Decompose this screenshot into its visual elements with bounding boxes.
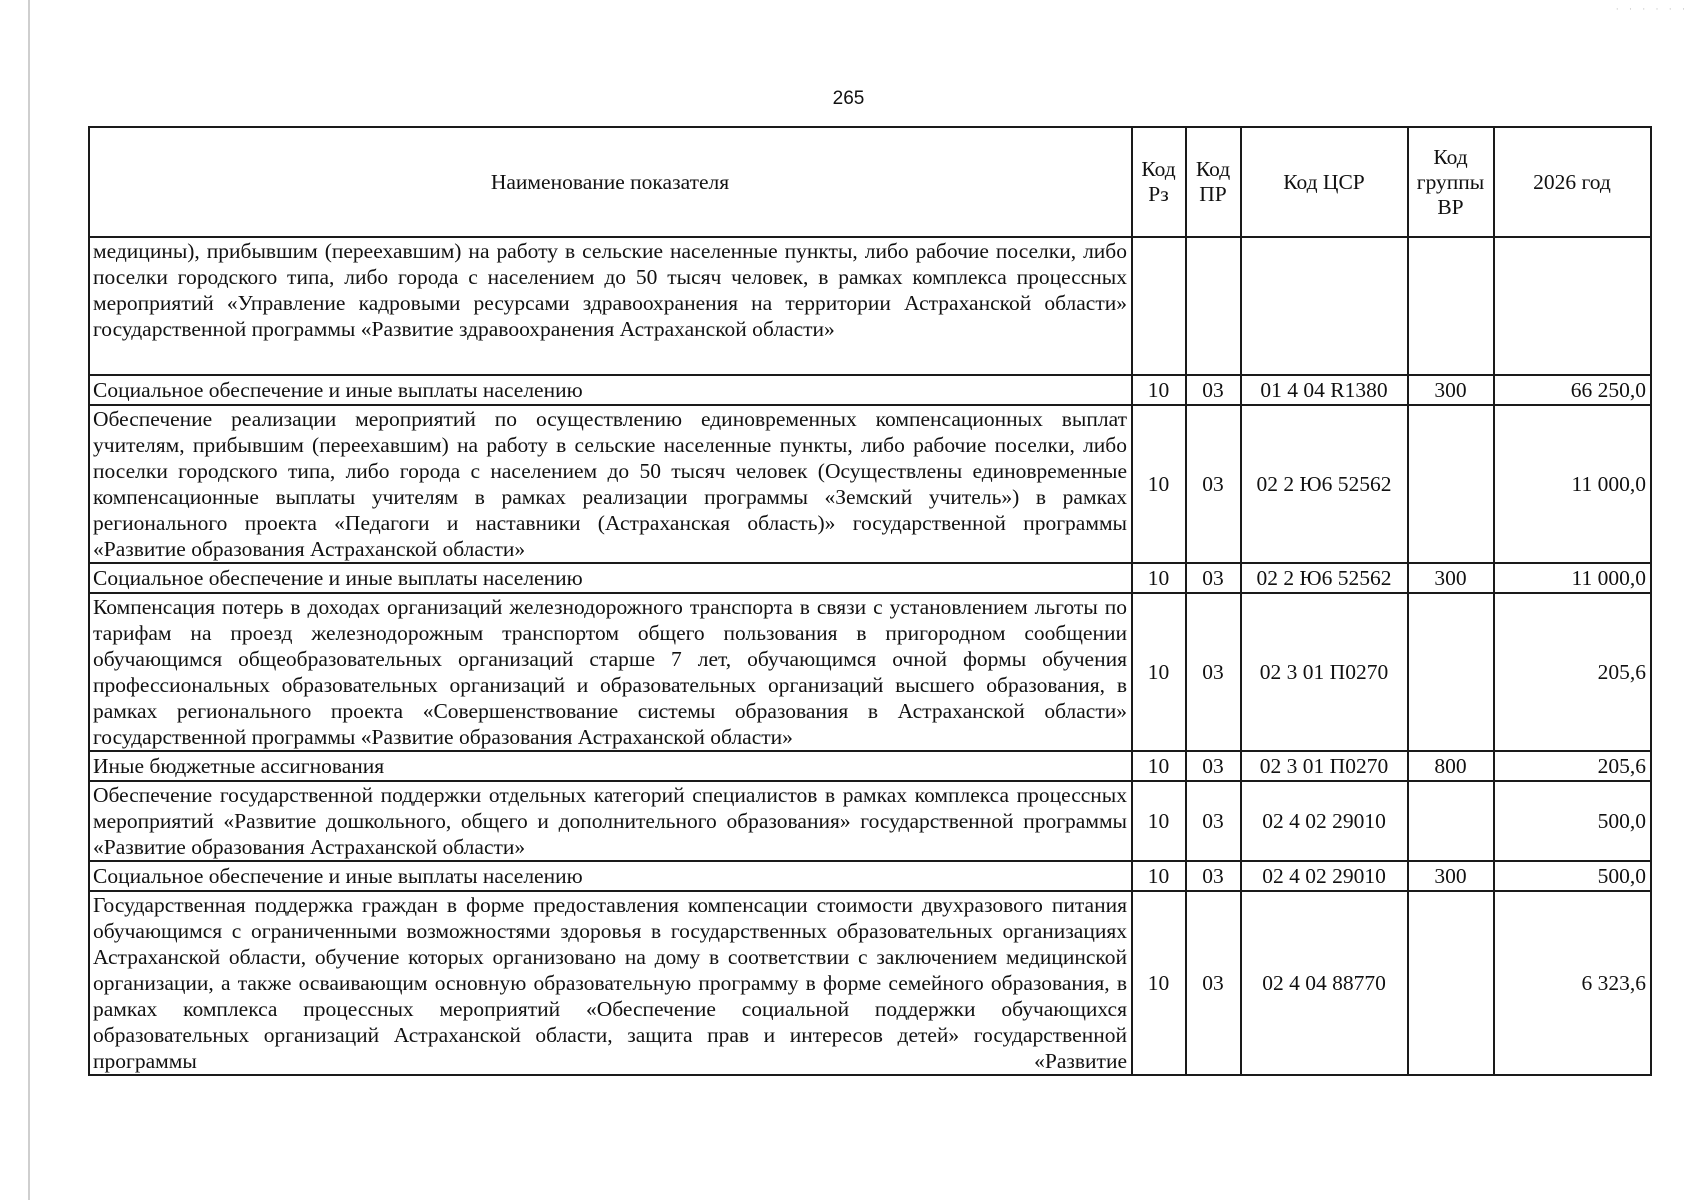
row-vr: 300 (1408, 861, 1494, 891)
row-amount: 11 000,0 (1494, 405, 1651, 563)
row-amount: 500,0 (1494, 781, 1651, 861)
budget-table (88, 126, 1652, 1076)
row-csr (1241, 237, 1408, 375)
row-rz: 10 (1132, 563, 1186, 593)
row-pr: 03 (1186, 375, 1241, 405)
row-name: Социальное обеспечение и иные выплаты населению (89, 861, 1132, 891)
table-row (89, 593, 1651, 751)
row-amount: 205,6 (1494, 751, 1651, 781)
row-name: Обеспечение реализации мероприятий по осуществлению единовременных компенсационных выплат учителям, прибывшим (переехавшим) на работу в сельские населенные пункты, либо рабочие поселки, либо поселки городского типа, либо города с населением до 50 тысяч человек (Осуществлены единовременные компенсационные выплаты учителям в рамках реализации программы «Земский учитель») в рамках регионального проекта «Педагоги и наставники (Астраханская область)» государственной программы «Развитие образования Астраханской области» (89, 405, 1132, 563)
row-csr: 02 4 02 29010 (1241, 861, 1408, 891)
row-name: Обеспечение государственной поддержки отдельных категорий специалистов в рамках комплекса процессных мероприятий «Развитие дошкольного, общего и дополнительного образования» государственной программы «Развитие образования Астраханской области» (89, 781, 1132, 861)
row-amount: 6 323,6 (1494, 891, 1651, 1075)
table-row (89, 563, 1651, 593)
row-rz (1132, 237, 1186, 375)
row-amount: 66 250,0 (1494, 375, 1651, 405)
row-name: Компенсация потерь в доходах организаций железнодорожного транспорта в связи с установлением льготы по тарифам на проезд железнодорожным транспортом общего пользования в пригородном сообщении обучающимся общеобразовательных организаций старше 7 лет, обучающимся очной формы обучения профессиональных образовательных организаций и образовательных организаций высшего образования, в рамках регионального проекта «Совершенствование системы образования в Астраханской области» государственной программы «Развитие образования Астраханской области» (89, 593, 1132, 751)
row-name: Социальное обеспечение и иные выплаты населению (89, 563, 1132, 593)
row-pr: 03 (1186, 751, 1241, 781)
row-pr: 03 (1186, 861, 1241, 891)
row-pr (1186, 237, 1241, 375)
row-vr: 800 (1408, 751, 1494, 781)
row-csr: 02 3 01 П0270 (1241, 751, 1408, 781)
row-rz: 10 (1132, 781, 1186, 861)
page-number: 265 (832, 88, 865, 109)
row-csr: 02 4 02 29010 (1241, 781, 1408, 861)
row-rz: 10 (1132, 861, 1186, 891)
row-vr (1408, 891, 1494, 1075)
table-row (89, 861, 1651, 891)
table-row (89, 891, 1651, 1075)
row-name: медицины), прибывшим (переехавшим) на работу в сельские населенные пункты, либо рабочие поселки, либо поселки городского типа, либо города с населением до 50 тысяч человек, в рамках комплекса процессных мероприятий «Управление кадровыми ресурсами здравоохранения на территории Астраханской области» государственной программы «Развитие здравоохранения Астраханской области» (89, 237, 1132, 375)
row-rz: 10 (1132, 405, 1186, 563)
row-pr: 03 (1186, 593, 1241, 751)
header-pr: Код ПР (1186, 127, 1241, 237)
row-name: Социальное обеспечение и иные выплаты населению (89, 375, 1132, 405)
scan-artifact-marks: · · · · · · (1615, 4, 1689, 14)
row-vr (1408, 593, 1494, 751)
table-row (89, 237, 1651, 375)
table-row (89, 375, 1651, 405)
row-vr: 300 (1408, 375, 1494, 405)
binding-margin-line (28, 0, 30, 1200)
row-csr: 02 4 04 88770 (1241, 891, 1408, 1075)
table-row (89, 751, 1651, 781)
header-vr: Код группы ВР (1408, 127, 1494, 237)
row-csr: 02 3 01 П0270 (1241, 593, 1408, 751)
row-rz: 10 (1132, 593, 1186, 751)
header-rz: Код Рз (1132, 127, 1186, 237)
row-rz: 10 (1132, 751, 1186, 781)
row-pr: 03 (1186, 781, 1241, 861)
table-row (89, 781, 1651, 861)
row-pr: 03 (1186, 891, 1241, 1075)
row-rz: 10 (1132, 375, 1186, 405)
row-amount: 11 000,0 (1494, 563, 1651, 593)
header-csr: Код ЦСР (1241, 127, 1408, 237)
header-year: 2026 год (1494, 127, 1651, 237)
row-pr: 03 (1186, 563, 1241, 593)
row-amount: 500,0 (1494, 861, 1651, 891)
row-amount: 205,6 (1494, 593, 1651, 751)
row-vr: 300 (1408, 563, 1494, 593)
table-header-row (89, 127, 1651, 237)
row-csr: 02 2 Ю6 52562 (1241, 563, 1408, 593)
row-vr (1408, 237, 1494, 375)
row-vr (1408, 405, 1494, 563)
row-pr: 03 (1186, 405, 1241, 563)
row-rz: 10 (1132, 891, 1186, 1075)
row-csr: 01 4 04 R1380 (1241, 375, 1408, 405)
table-row (89, 405, 1651, 563)
row-amount (1494, 237, 1651, 375)
header-name: Наименование показателя (89, 127, 1132, 237)
row-name: Иные бюджетные ассигнования (89, 751, 1132, 781)
row-name: Государственная поддержка граждан в форме предоставления компенсации стоимости двухразового питания обучающимся с ограниченными возможностями здоровья в государственных образовательных организациях Астраханской области, обучение которых организовано на дому в соответствии с заключением медицинской организации, а также осваивающим основную образовательную программу в форме семейного образования, в рамках комплекса процессных мероприятий «Обеспечение социальной поддержки обучающихся образовательных организаций Астраханской области, защита прав и интересов детей» государственной программы «Развитие (89, 891, 1132, 1075)
row-vr (1408, 781, 1494, 861)
row-csr: 02 2 Ю6 52562 (1241, 405, 1408, 563)
